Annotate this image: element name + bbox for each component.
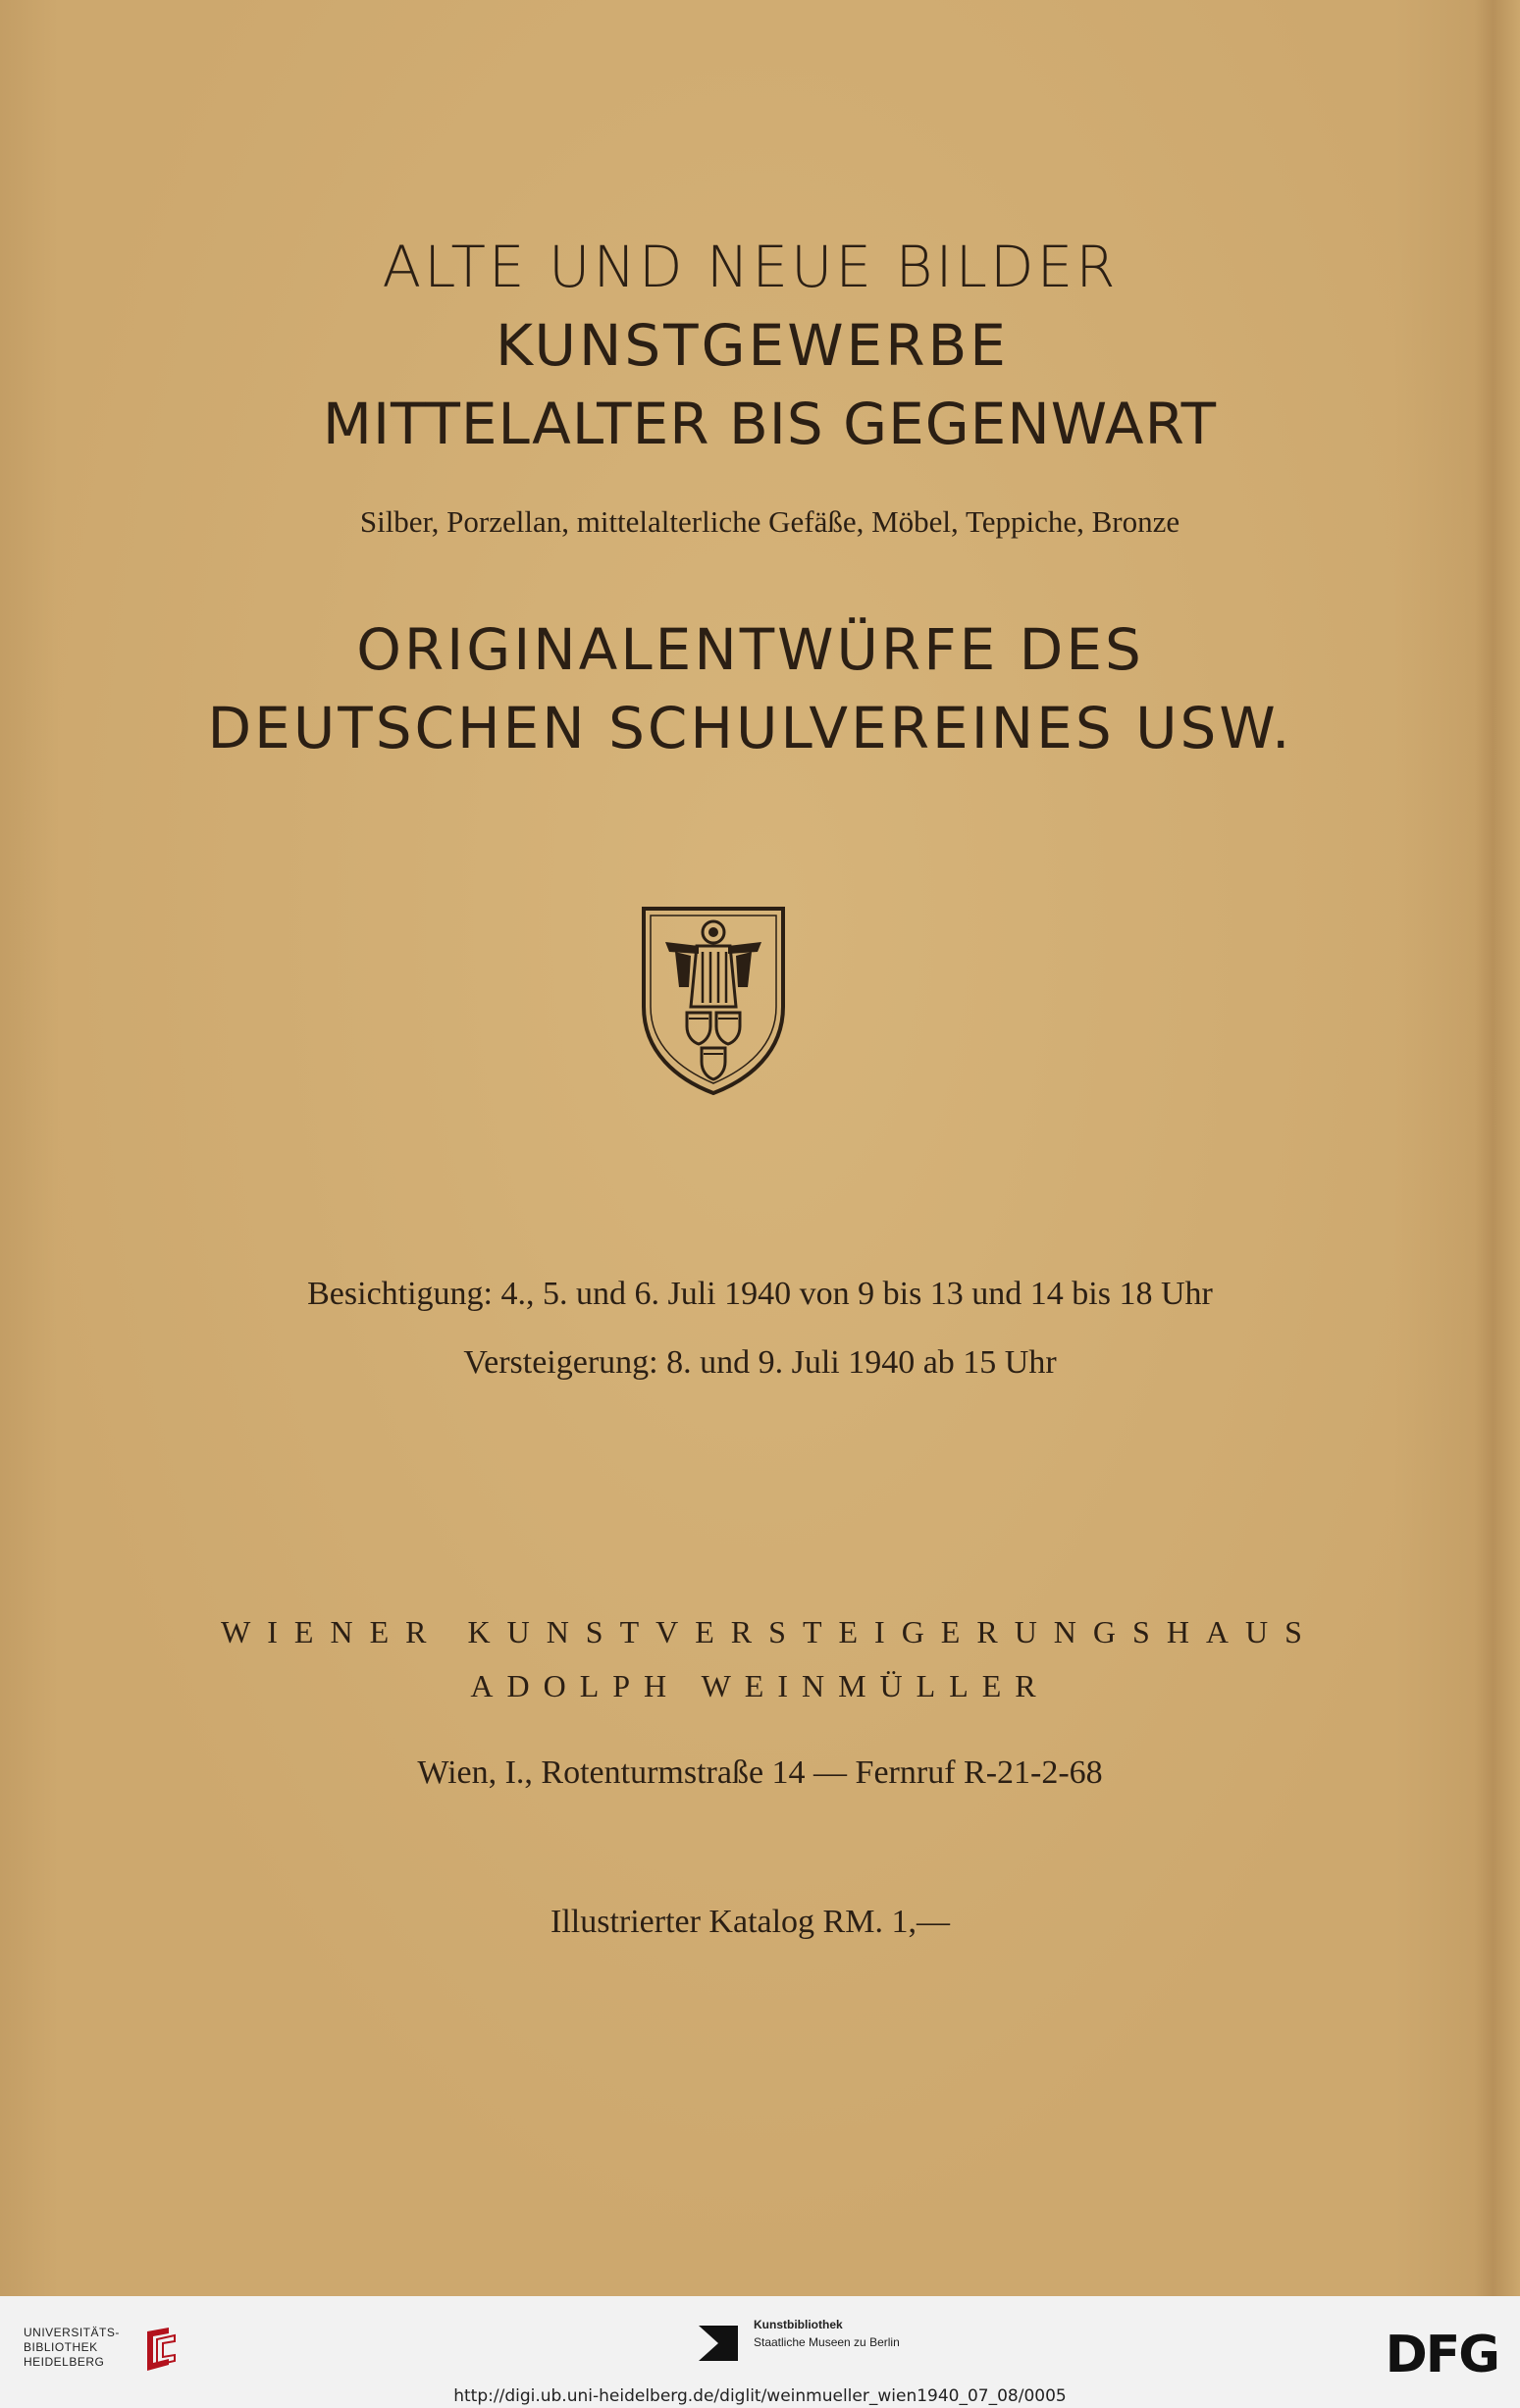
ub-line-1: UNIVERSITÄTS- bbox=[24, 2326, 120, 2339]
catalog-price: Illustrierter Katalog RM. 1,— bbox=[550, 1904, 950, 1940]
kunstbibliothek-mark-icon bbox=[697, 2322, 740, 2365]
title-line-3: MITTELALTER BIS GEGENWART bbox=[322, 391, 1218, 457]
auction-house-owner: ADOLPH WEINMÜLLER bbox=[470, 1668, 1050, 1703]
ub-line-3: HEIDELBERG bbox=[24, 2355, 105, 2369]
viewing-dates: Besichtigung: 4., 5. und 6. Juli 1940 von 9 bis 13 und 14 bis 18 Uhr bbox=[307, 1276, 1213, 1312]
permalink-url[interactable]: http://digi.ub.uni-heidelberg.de/diglit/weinmueller_wien1940_07_08/0005 bbox=[453, 2386, 1067, 2406]
heading-line-2: DEUTSCHEN SCHULVEREINES USW. bbox=[207, 695, 1293, 761]
ub-heidelberg-text bbox=[24, 2326, 139, 2370]
ub-heidelberg-logo[interactable] bbox=[24, 2326, 190, 2384]
subtitle: Silber, Porzellan, mittelalterliche Gefäße, Möbel, Teppiche, Bronze bbox=[359, 504, 1180, 539]
ub-heidelberg-mark-icon bbox=[139, 2326, 183, 2373]
viewer-footer bbox=[0, 2296, 1520, 2408]
auction-dates: Versteigerung: 8. und 9. Juli 1940 ab 15 Uhr bbox=[463, 1344, 1057, 1381]
heading-line-1: ORIGINALENTWÜRFE DES bbox=[356, 616, 1144, 683]
auction-house-name: WIENER KUNSTVERSTEIGERUNGSHAUS bbox=[221, 1614, 1319, 1649]
ub-line-2: BIBLIOTHEK bbox=[24, 2340, 98, 2354]
address: Wien, I., Rotenturmstraße 14 — Fernruf R-21-2-68 bbox=[417, 1754, 1103, 1791]
dfg-logo[interactable]: DFG bbox=[1385, 2326, 1498, 2384]
munich-child-coat-of-arms-icon bbox=[640, 905, 787, 1097]
kunstbibliothek-subtitle: Staatliche Museen zu Berlin bbox=[754, 2335, 900, 2349]
title-line-2: KUNSTGEWERBE bbox=[496, 312, 1009, 379]
kunstbibliothek-logo[interactable] bbox=[697, 2316, 991, 2375]
title-line-1: ALTE UND NEUE BILDER bbox=[382, 234, 1119, 300]
kunstbibliothek-name: Kunstbibliothek bbox=[754, 2318, 843, 2331]
